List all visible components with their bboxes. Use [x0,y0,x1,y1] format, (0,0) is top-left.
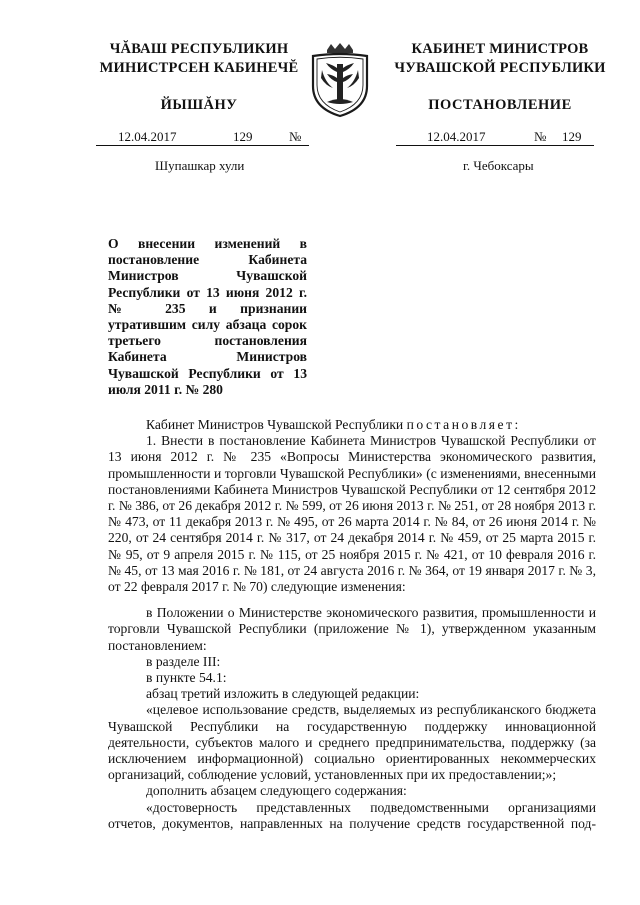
chuvash-number-sign: № [289,129,302,144]
chuvash-place: Шупашкар хули [155,158,245,173]
russian-org-line-2: ЧУВАШСКОЙ РЕСПУБЛИКИ [394,60,606,76]
chuvash-date-number-line [96,129,309,146]
intro-paragraph [108,417,596,433]
coat-of-arms-icon [305,42,375,118]
russian-doc-type: ПОСТАНОВЛЕНИЕ [428,97,572,113]
chuvash-date: 12.04.2017 [118,129,177,144]
chuvash-org-line-2: МИНИСТРСЕН КАБИНЕЧĔ [99,60,299,76]
body-paragraph: «достоверность представленных подведомственными организациями отчетов, документов, направленных на получение средств государственной под- [108,799,596,831]
russian-header [375,40,625,114]
intro-lead: Кабинет Министров Чувашской Республики [146,417,407,432]
chuvash-org-line-1: ЧĂВАШ РЕСПУБЛИКИН [109,41,289,57]
body-paragraph: абзац третий изложить в следующей редакции: [146,686,420,702]
body-paragraph: 1. Внести в постановление Кабинета Министров Чувашской Республики от 13 июня 2012 г. № 235 «Вопросы Министерства экономического развития, промышленности и торговли Чувашской Республики» (с изменениями, внесенными постановлениями Кабинета Министров Чувашской Республики от 12 сентября 2012 г. № 386, от 26 декабря 2012 г. № 599, от 26 июня 2013 г. № 251, от 28 ноября 2013 г. № 473, от 11 декабря 2013 г. № 495, от 26 марта 2014 г. № 84, от 26 июня 2014 г. № 220, от 24 сентября 2014 г. № 317, от 24 декабря 2014 г. № 459, от 25 марта 2015 г. № 95, от 9 апреля 2015 г. № 115, от 25 ноября 2015 г. № 421, от 10 февраля 2016 г. № 45, от 13 мая 2016 г. № 181, от 24 августа 2016 г. № 364, от 19 января 2017 г. № 3, от 22 февраля 2017 г. № 70) следующие изменения: [108,433,596,595]
tree-of-life-icon [321,63,359,104]
body-paragraph: «целевое использование средств, выделяемых из республиканского бюджета Чувашской Республики на государственную поддержку инновационной деятельности, субъектов малого и среднего предпринимательства, поддержку (за исключением информационной) социально ориентированных некоммерческих организаций, соблюдение условий, установленных при их предоставлении;»; [108,702,596,783]
russian-number-sign: № [534,129,547,144]
russian-date: 12.04.2017 [427,129,486,144]
crown-icon [327,43,353,53]
intro-resolves: постановляет: [406,417,521,432]
chuvash-doc-type: ЙЫШĂНУ [160,97,238,113]
body-paragraph: дополнить абзацем следующего содержания: [146,783,407,799]
document-title: О внесении изменений в постановление Кабинета Министров Чувашской Республики от 13 июня 2012 г. № 235 и признании утратившим силу абзаца сорок третьего постановления Кабинета Министров Чувашской Республики от 13 июля 2011 г. № 280 [108,236,307,397]
chuvash-header [79,40,319,114]
body-paragraph: в разделе III: [146,653,221,669]
russian-org-line-1: КАБИНЕТ МИНИСТРОВ [411,41,589,57]
chuvash-number: 129 [233,129,253,144]
russian-date-number-line [396,129,594,146]
document-body [108,417,596,832]
russian-number: 129 [562,129,582,144]
russian-place: г. Чебоксары [463,158,534,173]
body-paragraph: в пункте 54.1: [146,670,227,686]
body-paragraph: в Положении о Министерстве экономического развития, промышленности и торговли Чувашской Республики (приложение № 1), утвержденном указанным постановлением: [108,605,596,653]
